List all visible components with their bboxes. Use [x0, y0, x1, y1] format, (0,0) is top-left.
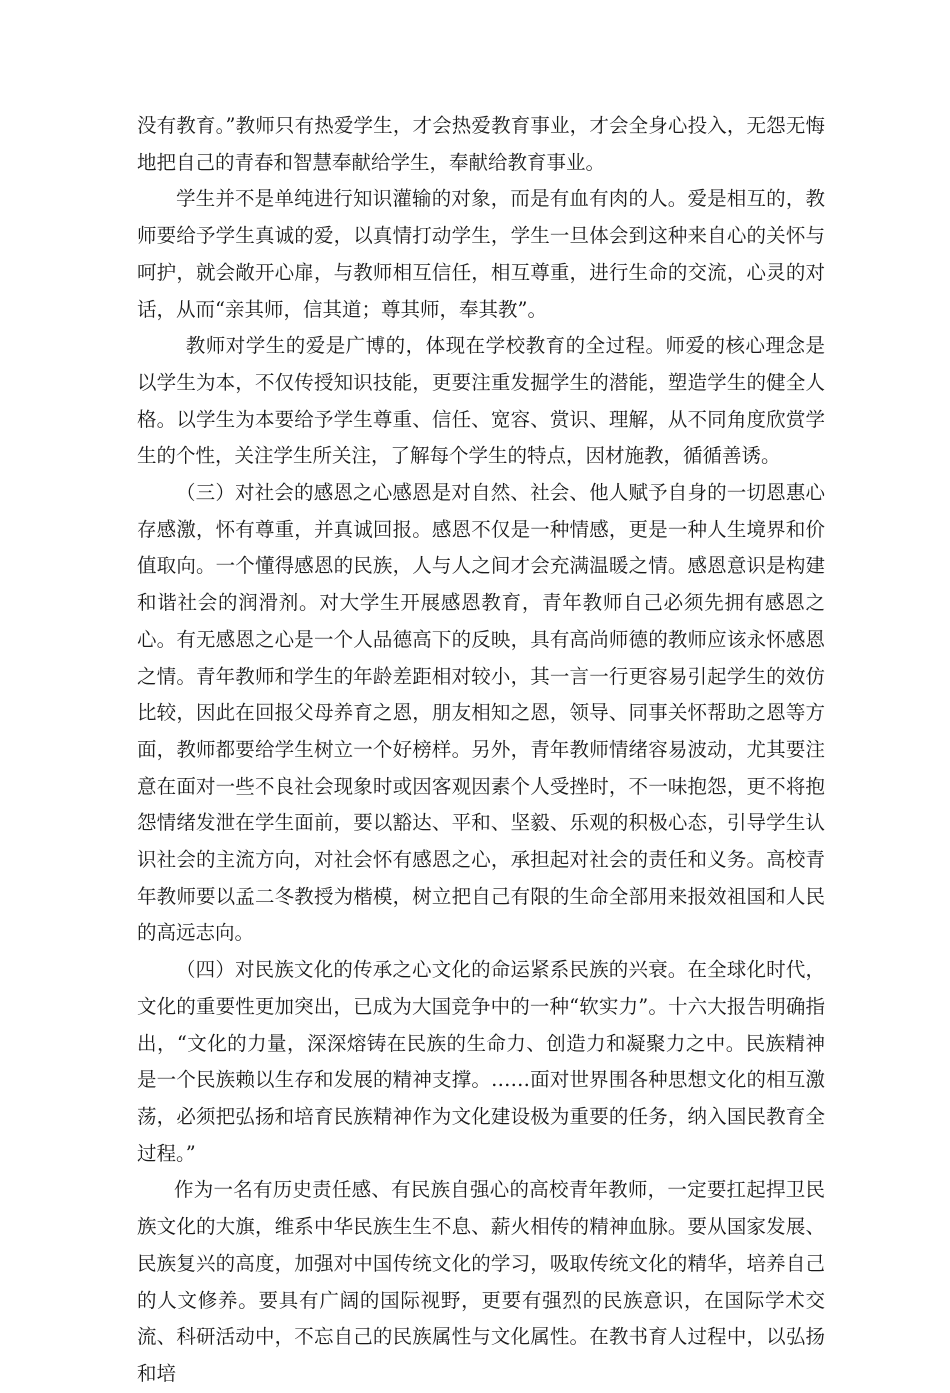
paragraph-student-love: 学生并不是单纯进行知识灌输的对象，而是有血有肉的人。爱是相互的，教师要给予学生真诚的爱，以真情打动学生，学生一旦体会到这种来自心的关怀与呵护，就会敞开心扉，与教师相互信任，相互尊重，进行生命的交流，心灵的对话，从而“亲其师，信其道；尊其师，奉其教”。 — [137, 187, 825, 321]
body-text — [137, 108, 825, 1393]
paragraph-continuation: 没有教育。”教师只有热爱学生，才会热爱教育事业，才会全身心投入，无怨无悔地把自己的青春和智慧奉献给学生，奉献给教育事业。 — [137, 114, 825, 174]
paragraph-young-teacher: 作为一名有历史责任感、有民族自强心的高校青年教师，一定要扛起捍卫民族文化的大旗，维系中华民族生生不息、薪火相传的精神血脉。要从国家发展、民族复兴的高度，加强对中国传统文化的学习，吸取传统文化的精华，培养自己的人文修养。要具有广阔的国际视野，更要有强烈的民族意识，在国际学术交流、科研活动中，不忘自己的民族属性与文化属性。在教书育人过程中，以弘扬和培 — [137, 1178, 825, 1385]
paragraph-section-three: （三）对社会的感恩之心感恩是对自然、社会、他人赋予自身的一切恩惠心存感激，怀有尊重，并真诚回报。感恩不仅是一种情感，更是一种人生境界和价值取向。一个懂得感恩的民族，人与人之间才会充满温暖之情。感恩意识是构建和谐社会的润滑剂。对大学生开展感恩教育，青年教师自己必须先拥有感恩之心。有无感恩之心是一个人品德高下的反映，具有高尚师德的教师应该永怀感恩之情。青年教师和学生的年龄差距相对较小，其一言一行更容易引起学生的效仿比较，因此在回报父母养育之恩，朋友相知之恩，领导、同事关怀帮助之恩等方面，教师都要给学生树立一个好榜样。另外，青年教师情绪容易波动，尤其要注意在面对一些不良社会现象时或因客观因素个人受挫时，不一味抱怨，更不将抱怨情绪发泄在学生面前，要以豁达、平和、坚毅、乐观的积极心态，引导学生认识社会的主流方向，对社会怀有感恩之心，承担起对社会的责任和义务。高校青年教师要以孟二冬教授为楷模，树立把自己有限的生命全部用来报效祖国和人民的高远志向。 — [137, 481, 825, 945]
paragraph-teacher-love: 教师对学生的爱是广博的，体现在学校教育的全过程。师爱的核心理念是以学生为本，不仅传授知识技能，更要注重发掘学生的潜能，塑造学生的健全人格。以学生为本要给予学生尊重、信任、宽容、赏识、理解，从不同角度欣赏学生的个性，关注学生所关注，了解每个学生的特点，因材施教，循循善诱。 — [137, 334, 825, 468]
paragraph-section-four: （四）对民族文化的传承之心文化的命运紧系民族的兴衰。在全球化时代，文化的重要性更加突出，已成为大国竞争中的一种“软实力”。十六大报告明确指出，“文化的力量，深深熔铸在民族的生命力、创造力和凝聚力之中。民族精神是一个民族赖以生存和发展的精神支撑。……面对世界围各种思想文化的相互激荡，必须把弘扬和培育民族精神作为文化建设极为重要的任务，纳入国民教育全过程。” — [137, 958, 825, 1165]
